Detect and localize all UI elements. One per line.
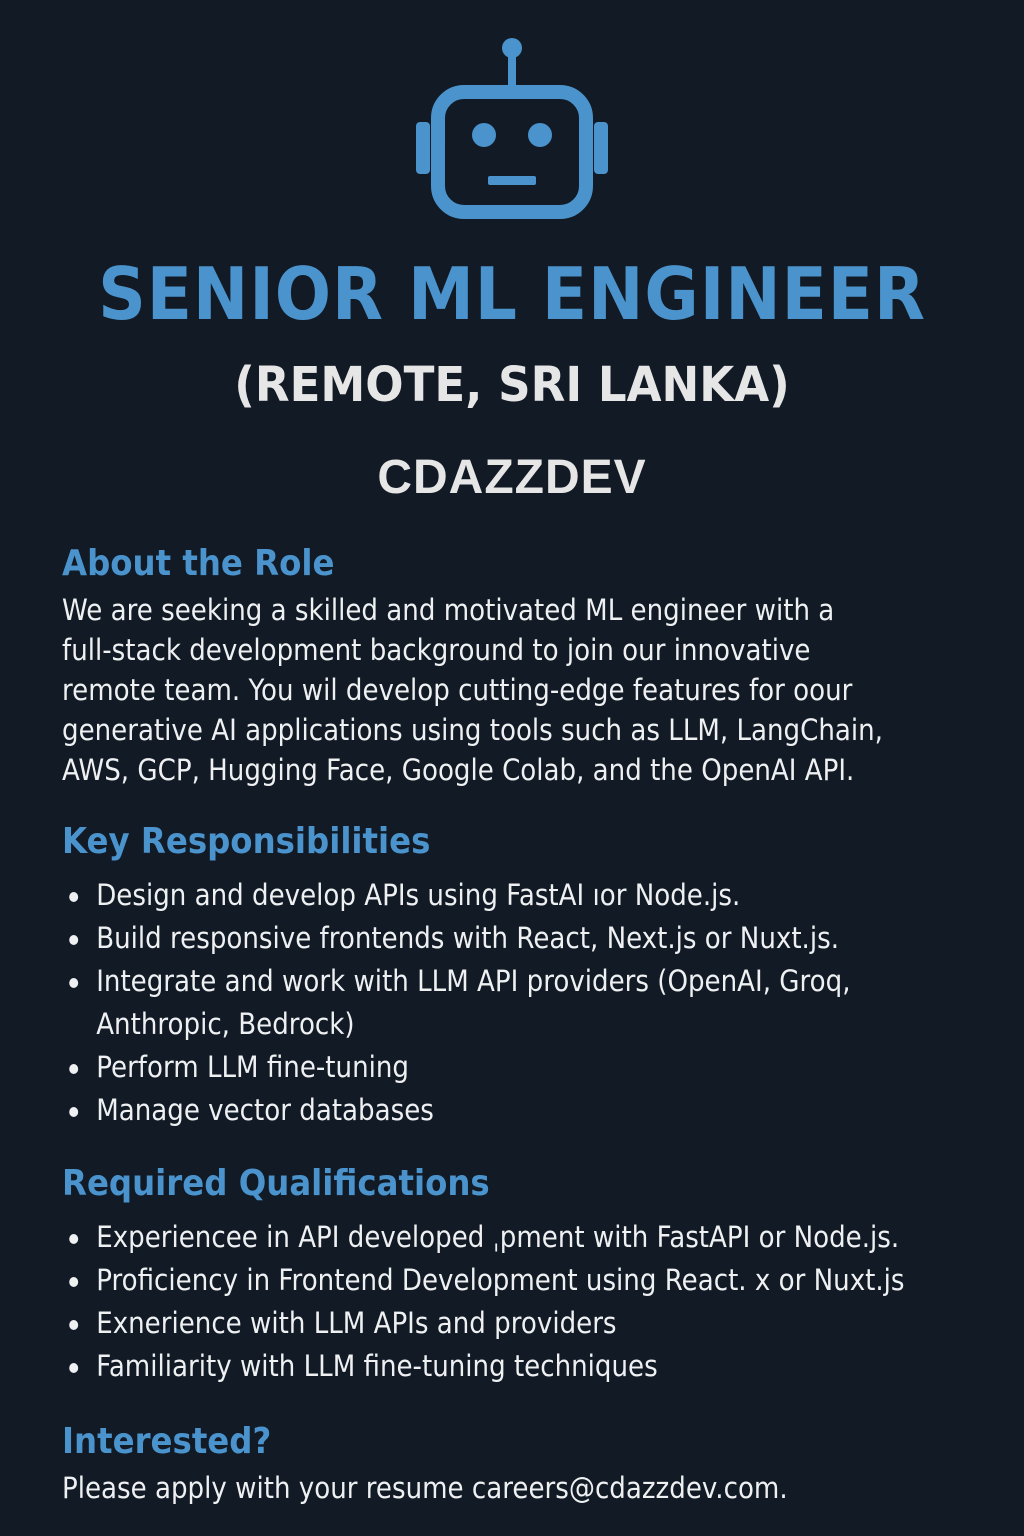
contact-text: Please apply with your resume careers@cdazzdev.com.: [62, 1471, 788, 1505]
list-item: Familiarity with LLM fine-tuning techniques: [62, 1345, 971, 1388]
responsibilities-list: [62, 874, 971, 1132]
qualifications-heading: Required Qualifications: [62, 1163, 490, 1204]
list-item: Design and develop APIs using FastAI ıor Node.js.: [62, 874, 971, 917]
about-text: We are seeking a skilled and motivated ML engineer with a full-stack development background to join our innovative remote team. You wil develop cutting-edge features for oour generative AI applications using tools such as LLM, LangChain, AWS, GCP, Hugging Face, Google Colab, and the OpenAI API.: [62, 593, 883, 787]
list-item: Integrate and work with LLM API providers (OpenAI, Groq, Anthropic, Bedrock): [62, 960, 971, 1046]
list-item: Manage vector databases: [62, 1089, 971, 1132]
job-title: SENIOR ML ENGINEER: [98, 252, 926, 336]
contact-heading: Interested?: [62, 1421, 272, 1462]
about-heading: About the Role: [62, 543, 335, 584]
list-item: Build responsive frontends with React, Next.js or Nuxt.js.: [62, 917, 971, 960]
job-location: (REMOTE, SRI LANKA): [234, 357, 790, 413]
company-name: CDAZZDEV: [377, 451, 647, 504]
responsibilities-section: [62, 818, 982, 1132]
contact-section: [62, 1418, 982, 1508]
about-section: [62, 540, 982, 790]
content: [62, 540, 982, 1508]
robot-icon: [412, 36, 612, 226]
list-item: Proficiency in Frontend Development using React. x or Nuxt.js: [62, 1259, 971, 1302]
list-item: Perform LLM fine-tuning: [62, 1046, 971, 1089]
qualifications-section: [62, 1160, 982, 1388]
qualifications-list: [62, 1216, 971, 1388]
list-item: Experiencee in API developed ˌpment with FastAPI or Node.js.: [62, 1216, 971, 1259]
list-item: Exnerience with LLM APIs and providers: [62, 1302, 971, 1345]
responsibilities-heading: Key Responsibilities: [62, 821, 431, 862]
